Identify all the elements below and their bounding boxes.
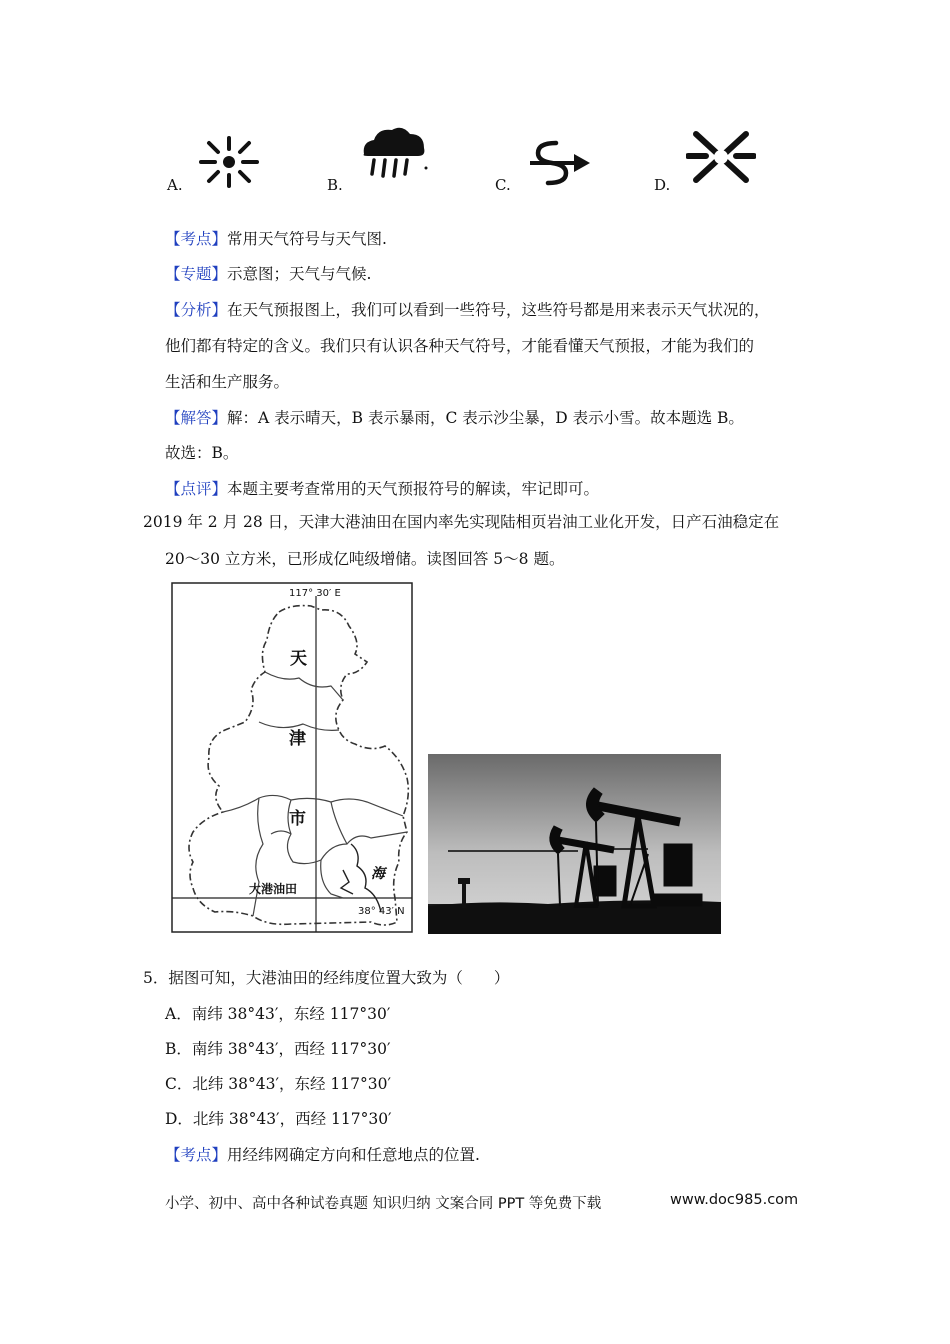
rainstorm-icon [358,124,430,180]
question5-option-d: D．北纬 38°43′，西经 117°30′ [165,1110,392,1128]
dianping-tag: 【点评】 [165,480,228,498]
jieda-line [165,408,744,428]
question5-option-c: C．北纬 38°43′，东经 117°30′ [165,1075,392,1093]
fenxi-line-2: 他们都有特定的含义。我们只有认识各种天气符号，才能看懂天气预报，才能为我们的 [165,337,755,355]
oil-pump-photo [428,754,721,934]
dianping-text: 本题主要考查常用的天气预报符号的解读，牢记即可。 [227,480,600,498]
fenxi-line-3: 生活和生产服务。 [165,373,290,391]
jieda-text: 解：A 表示晴天，B 表示暴雨，C 表示沙尘暴，D 表示小雪。故本题选 B。 [227,409,744,427]
fenxi-text-1: 在天气预报图上，我们可以看到一些符号，这些符号都是用来表示天气状况的， [227,301,770,319]
sunny-icon [197,135,261,189]
guxuan-line: 故选：B。 [165,444,239,462]
option-d-label: D. [654,176,671,194]
option-c-label: C. [495,176,511,194]
kaodian-tag: 【考点】 [165,230,228,248]
map-char-hai: 海 [371,866,385,882]
question5-option-b: B．南纬 38°43′，西经 117°30′ [165,1040,391,1058]
kaodian-text: 常用天气符号与天气图. [227,230,387,248]
footer-text: 小学、初中、高中各种试卷真题 知识归纳 文案合同 PPT 等免费下载 [165,1196,602,1212]
map-char-tian: 天 [290,649,307,669]
map-char-shi: 市 [289,809,306,829]
option-b-label: B. [327,176,343,194]
option-a-label: A. [167,176,183,194]
footer-url[interactable]: www.doc985.com [670,1192,799,1208]
map-char-jin: 津 [289,729,306,749]
dianping-line [165,479,599,499]
light-snow-icon [686,126,756,188]
zhuanti-text: 示意图；天气与气候. [227,265,372,283]
kaodian-line [165,229,387,249]
question5-kaodian-text: 用经纬网确定方向和任意地点的位置. [227,1146,480,1164]
zhuanti-tag: 【专题】 [165,265,228,283]
longitude-label: 117° 30′ E [289,588,341,599]
oilfield-label: 大港油田 [249,882,298,896]
jieda-tag: 【解答】 [165,409,228,427]
sandstorm-icon [526,137,592,189]
latitude-label: 38° 43′ N [358,906,405,917]
fenxi-line-1 [165,300,770,320]
intro-line-1: 2019 年 2 月 28 日，天津大港油田在国内率先实现陆相页岩油工业化开发，日产石油稳定在 [143,513,780,531]
question5-option-a: A．南纬 38°43′，东经 117°30′ [165,1005,391,1023]
tianjin-map [171,582,413,933]
question5-stem: 5．据图可知，大港油田的经纬度位置大致为（ ） [143,969,510,987]
zhuanti-line [165,264,371,284]
question5-kaodian-line [165,1145,480,1165]
intro-line-2: 20～30 立方米，已形成亿吨级增储。读图回答 5～8 题。 [165,550,565,568]
question5-kaodian-tag: 【考点】 [165,1146,228,1164]
fenxi-tag: 【分析】 [165,301,228,319]
